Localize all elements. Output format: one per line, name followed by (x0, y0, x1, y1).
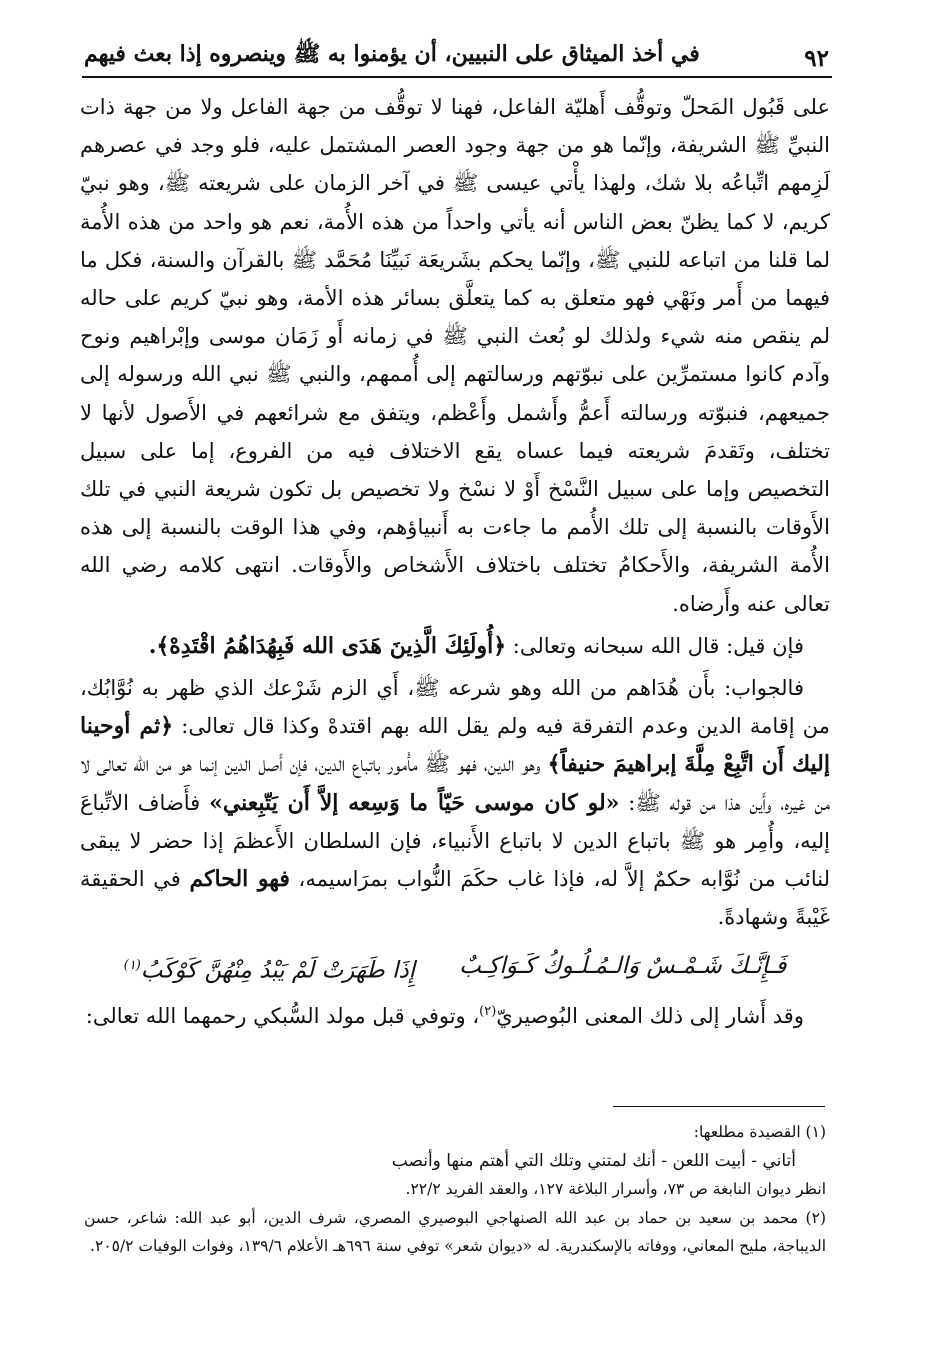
hadith-quote: «لو كان موسى حَيّاً ما وَسِعه إلاَّ أَن يَتّبِعني» (209, 789, 620, 816)
footnote-1-verse: أتاني - أبيت اللعن - أنك لمتني وتلك التي أهتم منها وأنصب (391, 1150, 796, 1171)
footnote-1-title: (١) القصيدة مطلعها: (693, 1123, 826, 1141)
footnote-2: (٢) محمد بن سعيد بن حماد بن عبد الله الصنهاجي البوصيري المصري، شرف الدين، أبو عبد الله: شاعر، حسن الديباجة، مليح المعاني، ووفاته بالإسكندرية. له «ديوان شعر» توفي سنة ٦٩٦هـ الأعلام ١٣٩/٦، وفوات الوفيات ٢٠٥/٢. (84, 1208, 826, 1255)
footnotes (84, 1118, 826, 1261)
quran-verse-2: ﴿ثم أوحينا إليك أَن اتَّبِعْ مِلَّةَ إبراهيمَ حنيفاً﴾ (80, 713, 830, 778)
running-title: في أخذ الميثاق على النبيين، أن يؤمنوا به ﷺ وينصروه إذا بعث فيهم (84, 41, 700, 67)
quran-verse-1: ﴿أُولَئِكَ الَّذِينَ هَدَى الله فَبِهُدَاهُمُ اقْتَدِهْ﴾. (148, 632, 507, 659)
closing-text: وقد أَشار إلى ذلك المعنى البُوصيريّ (496, 1004, 804, 1029)
poem-hemistich-1: فَـإِنَّـكَ شَـمْـسٌ وَالـمُـلُـوكُ كَـوَاكِـبٌ (459, 953, 787, 980)
answer-paragraph (80, 669, 830, 936)
main-text (80, 88, 830, 1035)
poem-verse (80, 946, 830, 991)
answer-emphasis: فهو الحاكم (189, 866, 290, 893)
page-header (84, 36, 829, 72)
footnote-ref-1[interactable]: (١) (123, 958, 141, 974)
closing-paragraph (80, 993, 830, 1035)
page-number: ٩٢ (804, 45, 829, 72)
answer-text-3: فأَضاف الاتِّباعَ إليه، وأُمِر هو ﷺ باتباع الدين لا باتباع الأَنبياء، فإن السلطان الأَعظمَ إذا حضر لا يبقى لنائب من نُوَّابه حكمٌ إلاَّ له، فإذا غاب حكَمَ النُّواب بمرَاسيمه، (80, 790, 830, 892)
closing-tail: ، وتوفي قبل مولد السُّبكي رحمهما الله تعالى: (85, 1004, 480, 1029)
poem-hemistich-2: إِذَا طَهَرَتْ لَمْ يَبْدُ مِنْهُنَّ كَوْكَبُ$^{(١)}$ (123, 958, 416, 985)
header-divider (82, 76, 832, 78)
answer-text-1: فالجواب: بأَن هُدَاهم من الله وهو شرعه ﷺ، أَي الزم شَرْعك الذي ظهر به نُوَّابُك، من إقامة الدين وعدم التفرقة فيه ولم يقل الله بهم اقتدهْ وكذا قال تعالى: (80, 676, 830, 739)
footnote-ref-2[interactable]: (٢) (479, 1004, 497, 1020)
question-paragraph (80, 627, 830, 665)
paragraph-1: على قَبُول المَحلّ وتوقُّف أَهليّة الفاعل، فهنا لا توقُّف من جهة الفاعل ولا من جهة ذات النبيِّ ﷺ الشريفة، وإنّما هو من جهة وجود العصر المشتمل عليه، فلو وجد في عصرهم لَزِمهم اتِّباعُه بلا شك، ولهذا يأْتي عيسى ﷺ في آخر الزمان على شريعته ﷺ، وهو نبيّ كريم، لا كما يظنّ بعض الناس أنه يأتي واحداً من هذه الأُمة، نعم هو واحد من هذه الأُمة لما قلنا من اتباعه للنبي ﷺ، وإنّما يحكم بشَريعَة نَبيِّنَا مُحَمَّد ﷺ بالقرآن والسنة، فكل ما فيهما من أَمر ونَهْي فهو متعلق به كما يتعلَّق بسائر هذه الأمة، وهو نبيّ كريم على حاله لم ينقص منه شيء ولذلك لو بُعث النبي ﷺ في زمانه أَو زَمَان موسى وإبْراهيم ونوح وآدم كانوا مستمرِّين على نبوّتهم ورسالتهم إلى أُممهم، والنبي ﷺ نبي الله ورسوله إلى جميعهم، فنبوّته ورسالته أَعمُّ وأَشمل وأَعْظم، ويتفق مع شرائعهم في الأَصول لأنها لا تختلف، وتَقدمَ شريعته فيما عساه يقع الاختلاف فيه من الفروع، إما على سبيل التخصيص وإما على سبيل النَّسْخ أَوْ لا نسْخ ولا تخصيص بل تكون شريعة النبي في تلك الأَوقات بالنسبة إلى تلك الأُمم ما جاءت به أَنبياؤهم، وفي هذا الوقت بالنسبة إلى هذه الأُمة الشريفة، والأَحكامُ تختلف باختلاف الأَشخاص والأَوقات. انتهى كلامه رضي الله تعالى عنه وأَرضاه. (80, 95, 830, 616)
footnote-1-source: انظر ديوان النابغة ص ٧٣، وأسرار البلاغة ١٢٧، والعقد الفريد ٢٢/٢. (405, 1180, 826, 1198)
answer-text-2: وهو الدين، فهو ﷺ مأْمور باتباع الدين، فإن أَصل الدين إنما هو من الله تعالى لا من غيره، وأَين هذا من قوله ﷺ: (80, 752, 831, 815)
footnote-divider (613, 1106, 825, 1107)
answer-text-4: في الحقيقة غَيْبةً وشهادةً. (80, 867, 830, 930)
question-intro: فإن قيل: قال الله سبحانه وتعالى: (506, 633, 804, 658)
